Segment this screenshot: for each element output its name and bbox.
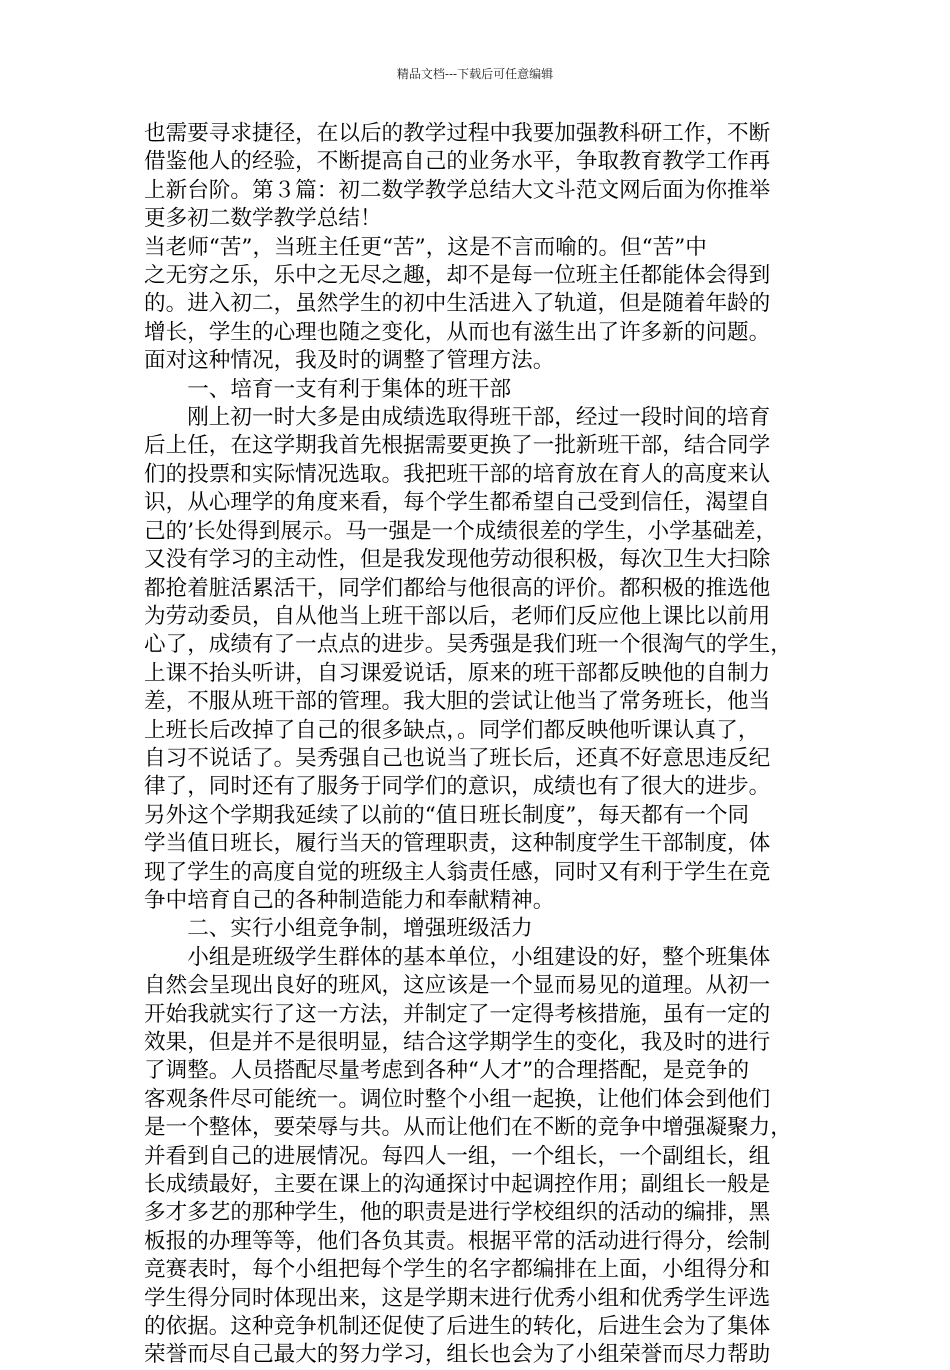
text-line: 现了学生的高度自觉的班级主人翁责任感，同时又有利于学生在竞 xyxy=(144,859,771,885)
text-line: 自然会呈现出良好的班风，这应该是一个显而易见的道理。从初一 xyxy=(144,973,771,999)
text-line: 心了，成绩有了一点点的进步。吴秀强是我们班一个很淘气的学生， xyxy=(144,632,792,658)
text-line: 又没有学习的主动性，但是我发现他劳动很积极，每次卫生大扫除 xyxy=(144,547,771,573)
text-line: 借鉴他人的经验，不断提高自己的业务水平，争取教育教学工作再 xyxy=(144,149,771,175)
text-line: 都抢着脏活累活干，同学们都给与他很高的评价。都积极的推选他 xyxy=(144,575,771,601)
text-line: 客观条件尽可能统一。调位时整个小组一起换，让他们体会到他们 xyxy=(144,1086,771,1112)
text-line: 上班长后改掉了自己的很多缺点，。同学们都反映他听课认真了， xyxy=(144,717,760,743)
text-line: 之无穷之乐，乐中之无尽之趣，却不是每一位班主任都能体会得到 xyxy=(144,263,771,289)
text-line: 争中培育自己的各种制造能力和奉献精神。 xyxy=(144,887,555,913)
text-line: 们的投票和实际情况选取。我把班干部的培育放在育人的高度来认 xyxy=(144,461,771,487)
text-line: 为劳动委员，自从他当上班干部以后，老师们反应他上课比以前用 xyxy=(144,603,771,629)
paragraph-start-line: 小组是班级学生群体的基本单位，小组建设的好，整个班集体 xyxy=(187,944,771,970)
text-line: 开始我就实行了这一方法，并制定了一定得考核措施，虽有一定的 xyxy=(144,1001,771,1027)
text-line: 上新台阶。第３篇：初二数学教学总结大文斗范文网后面为你推举 xyxy=(144,177,771,203)
text-line: 当老师“苦”，当班主任更“苦”，这是不言而喻的。但“苦”中 xyxy=(144,234,707,260)
text-line: 效果，但是并不是很明显，结合这学期学生的变化，我及时的进行 xyxy=(144,1030,771,1055)
text-line: 上课不抬头听讲，自习课爱说话，原来的班干部都反映他的自制力 xyxy=(144,660,771,686)
text-line: 的依据。这种竞争机制还促使了后进生的转化，后进生会为了集体 xyxy=(144,1314,771,1340)
section-heading: 一、培育一支有利于集体的班干部 xyxy=(187,376,512,402)
text-line: 己的’长处得到展示。马一强是一个成绩很差的学生，小学基础差， xyxy=(144,518,778,544)
text-line: 律了，同时还有了服务于同学们的意识，成绩也有了很大的进步。 xyxy=(144,774,771,800)
text-line: 识，从心理学的角度来看，每个学生都希望自己受到信任，渴望自 xyxy=(144,490,771,516)
text-line: 更多初二数学教学总结！ xyxy=(144,206,382,232)
text-line: 并看到自己的进展情况。每四人一组，一个组长，一个副组长，组 xyxy=(144,1143,771,1169)
section-heading: 二、实行小组竞争制，增强班级活力 xyxy=(187,916,533,942)
text-line: 荣誉而尽自己最大的努力学习，组长也会为了小组荣誉而尽力帮助 xyxy=(144,1342,771,1368)
text-line: 竞赛表时，每个小组把每个学生的名字都编排在上面，小组得分和 xyxy=(144,1257,771,1283)
text-line: 增长，学生的心理也随之变化，从而也有滋生出了许多新的问题。 xyxy=(144,319,771,345)
document-body xyxy=(144,120,839,1370)
paragraph-start-line: 刚上初一时大多是由成绩选取得班干部，经过一段时间的培育 xyxy=(187,405,771,431)
text-line: 了调整。人员搭配尽量考虑到各种“人才”的合理搭配，是竞争的 xyxy=(144,1058,750,1084)
page-header: 精品文档---下载后可任意编辑 xyxy=(396,67,554,81)
text-line: 差，不服从班干部的管理。我大胆的尝试让他当了常务班长，他当 xyxy=(144,689,771,715)
text-line: 学当值日班长，履行当天的管理职责，这种制度学生干部制度，体 xyxy=(144,831,771,857)
text-line: 面对这种情况，我及时的调整了管理方法。 xyxy=(144,348,555,374)
text-line: 板报的办理等等，他们各负其责。根据平常的活动进行得分，绘制 xyxy=(144,1228,771,1254)
text-line: 自习不说话了。吴秀强自己也说当了班长后，还真不好意思违反纪 xyxy=(144,745,771,771)
text-line: 后上任，在这学期我首先根据需要更换了一批新班干部，结合同学 xyxy=(144,433,771,459)
text-line: 的。进入初二，虽然学生的初中生活进入了轨道，但是随着年龄的 xyxy=(144,291,771,317)
text-line: 另外这个学期我延续了以前的“值日班长制度”，每天都有一个同 xyxy=(144,802,750,828)
text-line: 学生得分同时体现出来，这是学期末进行优秀小组和优秀学生评选 xyxy=(144,1285,771,1311)
text-line: 多才多艺的那种学生，他的职责是进行学校组织的活动的编排，黑 xyxy=(144,1200,771,1226)
text-line: 也需要寻求捷径，在以后的教学过程中我要加强教科研工作，不断 xyxy=(144,121,771,146)
text-line: 长成绩最好，主要在课上的沟通探讨中起调控作用；副组长一般是 xyxy=(144,1172,771,1198)
text-line: 是一个整体，要荣辱与共。从而让他们在不断的竞争中增强凝聚力， xyxy=(144,1115,792,1141)
